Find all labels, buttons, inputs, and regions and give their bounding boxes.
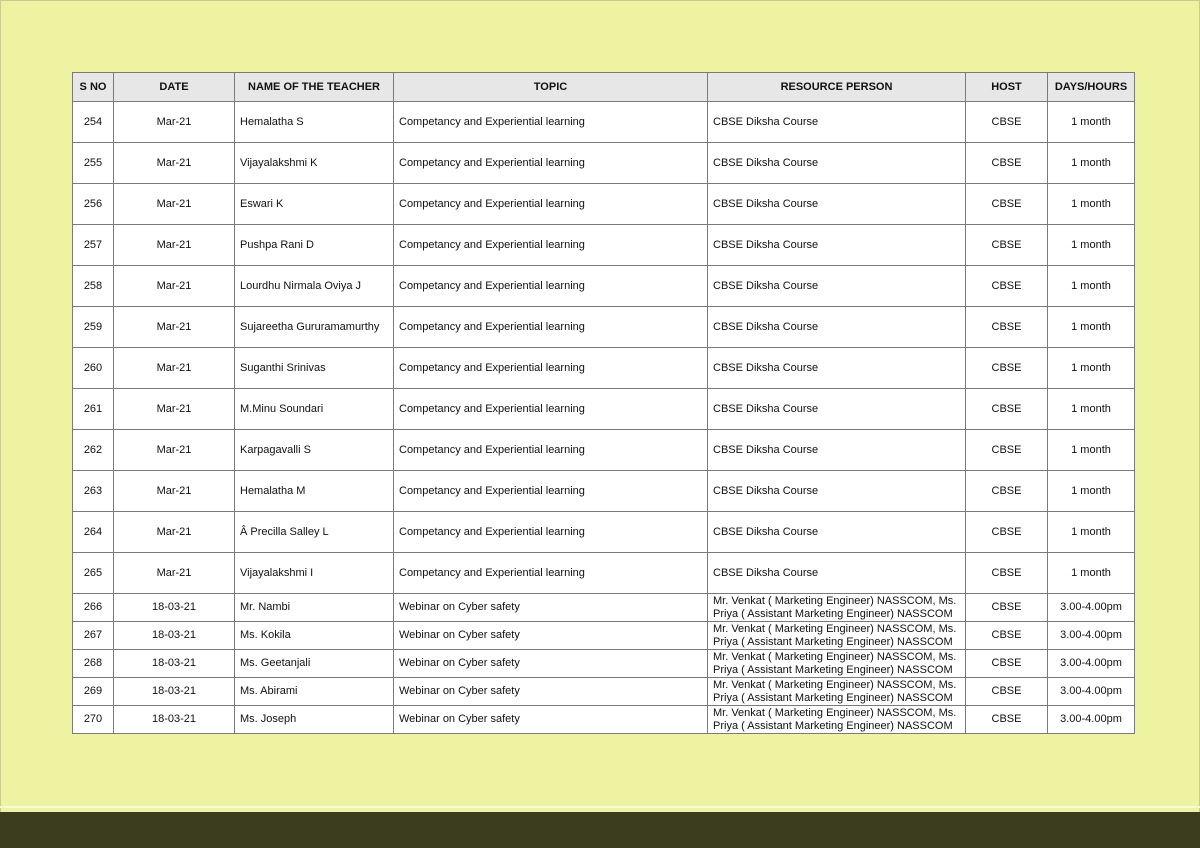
cell-days-hours: 1 month [1048, 266, 1135, 307]
cell-date: Mar-21 [114, 143, 235, 184]
cell-teacher-name: Sujareetha Gururamamurthy [235, 307, 394, 348]
cell-date: Mar-21 [114, 553, 235, 594]
cell-resource-person: CBSE Diksha Course [708, 553, 966, 594]
cell-topic: Webinar on Cyber safety [394, 706, 708, 734]
cell-date: 18-03-21 [114, 622, 235, 650]
cell-s-no: 264 [73, 512, 114, 553]
cell-topic: Competancy and Experiential learning [394, 471, 708, 512]
table-body [73, 102, 1135, 734]
cell-s-no: 268 [73, 650, 114, 678]
header-days-hours: DAYS/HOURS [1048, 73, 1135, 102]
cell-days-hours: 1 month [1048, 389, 1135, 430]
cell-host: CBSE [966, 225, 1048, 266]
cell-s-no: 263 [73, 471, 114, 512]
cell-days-hours: 3.00-4.00pm [1048, 622, 1135, 650]
table-row [73, 389, 1135, 430]
cell-topic: Webinar on Cyber safety [394, 678, 708, 706]
cell-date: Mar-21 [114, 389, 235, 430]
cell-days-hours: 3.00-4.00pm [1048, 678, 1135, 706]
cell-date: 18-03-21 [114, 650, 235, 678]
table-row [73, 102, 1135, 143]
cell-days-hours: 1 month [1048, 553, 1135, 594]
cell-date: 18-03-21 [114, 594, 235, 622]
cell-resource-person: CBSE Diksha Course [708, 102, 966, 143]
cell-days-hours: 1 month [1048, 348, 1135, 389]
cell-s-no: 255 [73, 143, 114, 184]
cell-host: CBSE [966, 594, 1048, 622]
header-date: DATE [114, 73, 235, 102]
header-s-no: S NO [73, 73, 114, 102]
cell-teacher-name: Ms. Abirami [235, 678, 394, 706]
cell-topic: Webinar on Cyber safety [394, 650, 708, 678]
cell-host: CBSE [966, 622, 1048, 650]
table-row [73, 348, 1135, 389]
cell-resource-person: Mr. Venkat ( Marketing Engineer) NASSCOM, Ms. Priya ( Assistant Marketing Engineer) NASSCOM [708, 622, 966, 650]
cell-s-no: 257 [73, 225, 114, 266]
table-row [73, 430, 1135, 471]
cell-teacher-name: Ms. Joseph [235, 706, 394, 734]
cell-resource-person: CBSE Diksha Course [708, 430, 966, 471]
cell-resource-person: Mr. Venkat ( Marketing Engineer) NASSCOM, Ms. Priya ( Assistant Marketing Engineer) NASSCOM [708, 678, 966, 706]
table-row [73, 266, 1135, 307]
cell-resource-person: CBSE Diksha Course [708, 348, 966, 389]
cell-topic: Competancy and Experiential learning [394, 512, 708, 553]
table-row [73, 184, 1135, 225]
cell-resource-person: CBSE Diksha Course [708, 266, 966, 307]
cell-s-no: 269 [73, 678, 114, 706]
cell-host: CBSE [966, 650, 1048, 678]
cell-date: Mar-21 [114, 266, 235, 307]
cell-s-no: 262 [73, 430, 114, 471]
cell-date: Mar-21 [114, 471, 235, 512]
table-row [73, 143, 1135, 184]
cell-host: CBSE [966, 143, 1048, 184]
footer-divider [0, 806, 1200, 808]
cell-topic: Webinar on Cyber safety [394, 622, 708, 650]
cell-days-hours: 3.00-4.00pm [1048, 650, 1135, 678]
cell-s-no: 267 [73, 622, 114, 650]
cell-date: 18-03-21 [114, 706, 235, 734]
cell-teacher-name: Karpagavalli S [235, 430, 394, 471]
cell-teacher-name: Suganthi Srinivas [235, 348, 394, 389]
cell-date: Mar-21 [114, 348, 235, 389]
cell-resource-person: Mr. Venkat ( Marketing Engineer) NASSCOM, Ms. Priya ( Assistant Marketing Engineer) NASSCOM [708, 706, 966, 734]
cell-teacher-name: Pushpa Rani D [235, 225, 394, 266]
cell-topic: Competancy and Experiential learning [394, 184, 708, 225]
cell-s-no: 259 [73, 307, 114, 348]
cell-teacher-name: Hemalatha S [235, 102, 394, 143]
cell-host: CBSE [966, 678, 1048, 706]
cell-topic: Competancy and Experiential learning [394, 266, 708, 307]
cell-resource-person: Mr. Venkat ( Marketing Engineer) NASSCOM, Ms. Priya ( Assistant Marketing Engineer) NASSCOM [708, 650, 966, 678]
cell-host: CBSE [966, 102, 1048, 143]
table-row [73, 650, 1135, 678]
cell-resource-person: CBSE Diksha Course [708, 389, 966, 430]
cell-days-hours: 1 month [1048, 184, 1135, 225]
cell-days-hours: 1 month [1048, 225, 1135, 266]
table-row [73, 622, 1135, 650]
cell-teacher-name: Hemalatha M [235, 471, 394, 512]
cell-days-hours: 3.00-4.00pm [1048, 706, 1135, 734]
cell-resource-person: CBSE Diksha Course [708, 471, 966, 512]
footer-bar [0, 812, 1200, 848]
cell-days-hours: 1 month [1048, 512, 1135, 553]
table-header-row [73, 73, 1135, 102]
cell-teacher-name: Vijayalakshmi K [235, 143, 394, 184]
header-resource-person: RESOURCE PERSON [708, 73, 966, 102]
cell-host: CBSE [966, 307, 1048, 348]
cell-topic: Competancy and Experiential learning [394, 307, 708, 348]
table-row [73, 471, 1135, 512]
cell-host: CBSE [966, 430, 1048, 471]
cell-host: CBSE [966, 348, 1048, 389]
cell-date: Mar-21 [114, 430, 235, 471]
cell-topic: Competancy and Experiential learning [394, 430, 708, 471]
cell-resource-person: Mr. Venkat ( Marketing Engineer) NASSCOM, Ms. Priya ( Assistant Marketing Engineer) NASSCOM [708, 594, 966, 622]
cell-topic: Competancy and Experiential learning [394, 553, 708, 594]
cell-topic: Competancy and Experiential learning [394, 102, 708, 143]
header-topic: TOPIC [394, 73, 708, 102]
cell-host: CBSE [966, 553, 1048, 594]
header-teacher-name: NAME OF THE TEACHER [235, 73, 394, 102]
cell-resource-person: CBSE Diksha Course [708, 512, 966, 553]
cell-host: CBSE [966, 389, 1048, 430]
cell-date: 18-03-21 [114, 678, 235, 706]
cell-days-hours: 1 month [1048, 143, 1135, 184]
cell-host: CBSE [966, 471, 1048, 512]
cell-host: CBSE [966, 266, 1048, 307]
table-row [73, 553, 1135, 594]
table-row [73, 225, 1135, 266]
cell-s-no: 254 [73, 102, 114, 143]
header-host: HOST [966, 73, 1048, 102]
table-row [73, 307, 1135, 348]
cell-s-no: 270 [73, 706, 114, 734]
cell-host: CBSE [966, 706, 1048, 734]
cell-s-no: 260 [73, 348, 114, 389]
cell-resource-person: CBSE Diksha Course [708, 307, 966, 348]
cell-resource-person: CBSE Diksha Course [708, 143, 966, 184]
cell-host: CBSE [966, 512, 1048, 553]
cell-topic: Webinar on Cyber safety [394, 594, 708, 622]
cell-host: CBSE [966, 184, 1048, 225]
cell-topic: Competancy and Experiential learning [394, 225, 708, 266]
cell-teacher-name: Lourdhu Nirmala Oviya J [235, 266, 394, 307]
cell-s-no: 256 [73, 184, 114, 225]
cell-topic: Competancy and Experiential learning [394, 348, 708, 389]
cell-s-no: 258 [73, 266, 114, 307]
table-row [73, 512, 1135, 553]
cell-teacher-name: Â Precilla Salley L [235, 512, 394, 553]
cell-s-no: 266 [73, 594, 114, 622]
cell-teacher-name: Ms. Geetanjali [235, 650, 394, 678]
table-row [73, 678, 1135, 706]
cell-days-hours: 1 month [1048, 307, 1135, 348]
cell-date: Mar-21 [114, 184, 235, 225]
cell-date: Mar-21 [114, 102, 235, 143]
cell-teacher-name: M.Minu Soundari [235, 389, 394, 430]
cell-days-hours: 1 month [1048, 471, 1135, 512]
cell-teacher-name: Eswari K [235, 184, 394, 225]
cell-teacher-name: Vijayalakshmi I [235, 553, 394, 594]
cell-days-hours: 1 month [1048, 102, 1135, 143]
cell-s-no: 261 [73, 389, 114, 430]
table-row [73, 594, 1135, 622]
cell-topic: Competancy and Experiential learning [394, 143, 708, 184]
cell-days-hours: 3.00-4.00pm [1048, 594, 1135, 622]
cell-teacher-name: Mr. Nambi [235, 594, 394, 622]
cell-date: Mar-21 [114, 307, 235, 348]
teacher-training-table [72, 72, 1135, 734]
cell-days-hours: 1 month [1048, 430, 1135, 471]
cell-resource-person: CBSE Diksha Course [708, 184, 966, 225]
table-row [73, 706, 1135, 734]
cell-resource-person: CBSE Diksha Course [708, 225, 966, 266]
cell-s-no: 265 [73, 553, 114, 594]
cell-date: Mar-21 [114, 512, 235, 553]
cell-teacher-name: Ms. Kokila [235, 622, 394, 650]
cell-date: Mar-21 [114, 225, 235, 266]
cell-topic: Competancy and Experiential learning [394, 389, 708, 430]
